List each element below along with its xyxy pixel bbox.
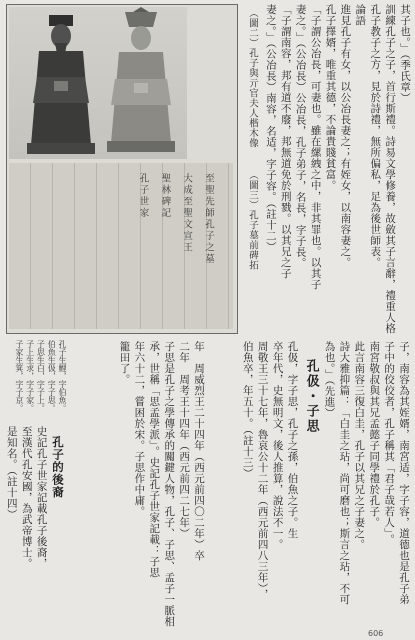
text-column: 孔子教子之方，見於詩禮，無所偏私，足為後世師表。: [369, 4, 382, 268]
left-main-block: [68, 341, 206, 628]
note-column: 子思生白，字子上。: [36, 340, 46, 412]
text-column: 論語: [354, 4, 367, 26]
text-column: 承，世稱「思孟學派」。史記孔子世家記載：子思: [148, 341, 161, 578]
right-statue-crown: [125, 12, 157, 27]
text-column: 史記孔子世家記載孔子後裔，: [35, 426, 48, 569]
text-column: 二年 周考王十四年（西元前四二七年）: [178, 341, 191, 539]
text-column: 卒年代，史無明文，後人推算，說法不一。: [271, 341, 284, 550]
right-statue-base: [107, 141, 175, 152]
text-column: 周敬王三十七年，魯哀公十二年（西元前四八三年），: [256, 341, 269, 600]
note-column: 伯魚生伋，字子思。: [47, 340, 57, 412]
text-column: 詩大雅抑篇：「白圭之玷，尚可磨也；斯言之玷，不可: [338, 341, 351, 605]
left-statue-base: [27, 143, 95, 154]
right-statue-hands: [134, 83, 148, 93]
rubbing-text: [29, 173, 219, 323]
notes-block: [5, 340, 67, 422]
text-column: 伯魚卒，年五十。（註十三）: [241, 341, 254, 479]
text-column: 子思是孔子之學傳承的關鍵人物，孔子、子思、孟子一脈相: [163, 341, 176, 627]
text-column: 年 周威烈王二十四年（西元前四〇二年）卒: [193, 341, 205, 561]
descendants-section: [3, 426, 67, 628]
right-statue-head: [131, 26, 151, 50]
text-column: 南宮敬叔與其兄孟懿子同學禮於孔子。: [368, 341, 381, 528]
top-text-block: [262, 4, 412, 336]
text-column: 妻之。」（公冶長）公冶長，孔子弟子，名長，字子長。: [294, 4, 307, 269]
text-column: 籠田了。: [118, 341, 131, 385]
text-column: 孔子擇婿，唯重其德，不論貴賤貧富。: [324, 4, 337, 191]
text-column: 子中的佼佼者，孔子稱其「君子哉若人」。: [383, 341, 396, 545]
text-column: 孔伋，字子思，孔子之孫，伯魚之子。生: [286, 341, 299, 539]
rubbing-column: 孔子世家: [137, 173, 149, 219]
statues-illustration: [9, 7, 187, 159]
photo-caption-text: （圖二）孔子與亓官夫人楷木像: [247, 8, 258, 148]
text-column: 「子謂南容，邦有道不廢，邦無道免於刑戮。以其兄之子: [279, 4, 292, 279]
right-statue-crown-top: [133, 7, 149, 12]
text-column: 為也。」（先進）: [323, 341, 336, 419]
text-column: 進見孔子有女，以公冶長妻之；有姪女，以南容妻之。: [339, 4, 352, 268]
stele-rubbing: [9, 163, 233, 329]
text-column: 此言南容三復白圭，孔子以其兄之子妻之。: [353, 341, 366, 550]
photo-caption: [239, 8, 259, 164]
zisi-heading: 孔伋・子思: [303, 359, 319, 434]
rubbing-column: 大成至聖文宣王: [181, 173, 193, 254]
zisi-section: [210, 341, 411, 628]
note-column: 孔子生鯉，字伯魚。: [58, 340, 67, 412]
rubbing-column: 至聖先師孔子之墓: [203, 173, 214, 265]
text-column: 妻之。」（公冶長）南容，名适，字子容。（註十二）: [264, 4, 277, 253]
text-column: 子，南容為其姪婿，南宮适，字子容，道德也是孔子弟: [398, 341, 410, 605]
text-column: 至漢代孔安國，為武帝博士。: [20, 426, 33, 569]
descendants-heading: 孔子的後裔: [51, 436, 65, 499]
statues-photo: [9, 7, 187, 159]
note-column: 子家生箕，字子京。: [14, 340, 24, 412]
page-number: 606: [368, 629, 384, 638]
text-column: 訓練孔子之子，首行斯禮。詩易文學修養，故斂其子言辭，禮重人格: [384, 4, 397, 334]
rubbing-caption-text: （圖三）孔子墓前碑拓: [247, 170, 258, 270]
rubbing-column: 聖林碑記: [159, 173, 171, 219]
text-column: 其子也。」（季氏章）: [399, 4, 411, 104]
figure-frame: [6, 4, 238, 334]
left-statue-hands: [54, 81, 68, 91]
text-column: 年六十二，嘗困於宋。子思作中庸。: [133, 341, 146, 517]
text-column: 是知名。（註十四）: [5, 426, 18, 520]
text-column: 「子謂公冶長，可妻也。雖在縲絏之中，非其罪也。以其子: [309, 4, 322, 290]
note-column: 子上生求，字子家。: [25, 340, 35, 412]
rubbing-caption: [239, 170, 259, 328]
